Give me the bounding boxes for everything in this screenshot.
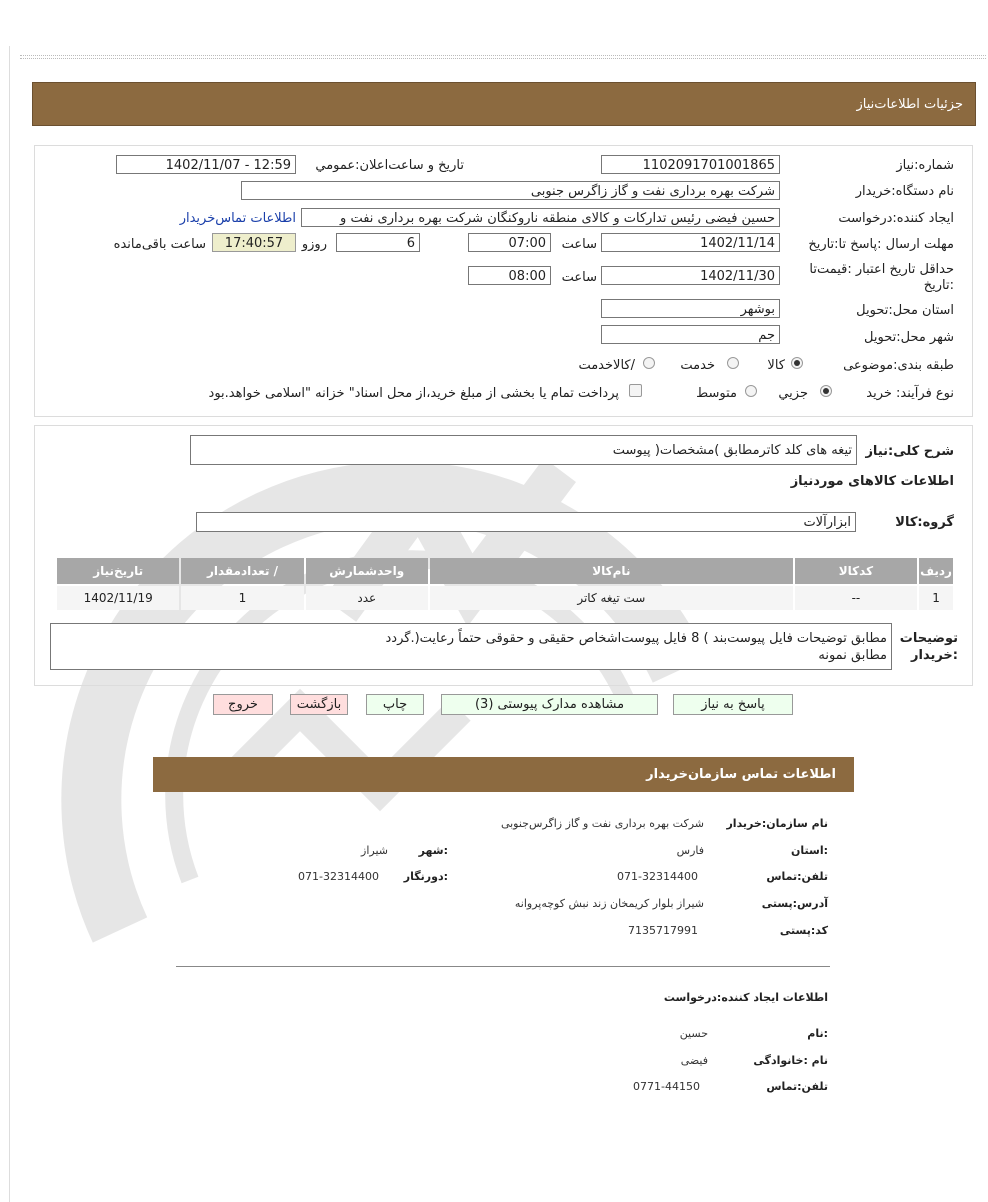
- buyer-notes-line-1: مطابق توضیحات فایل پیوست‌بند ) 8 فایل پیوست‌اشخاص حقیقی و حقوقی حتماً رعایت(.گردد: [385, 631, 887, 646]
- col-code: کدکالا: [795, 558, 917, 584]
- contact-phone-label: تلفن:تماس: [766, 870, 828, 883]
- summary-field: تیغه های کلد کاترمطابق )مشخصات( پیوست: [190, 435, 857, 465]
- category-label: طبقه بندی:موضوعی: [843, 358, 954, 373]
- category-option-goods: کالا: [767, 358, 785, 373]
- contact-city-label: :شهر: [418, 844, 448, 857]
- contact-divider: [176, 966, 830, 967]
- days-field: 6: [336, 233, 420, 252]
- contact-fax-label: :دورنگار: [403, 870, 448, 883]
- header-title: جزئیات اطلاعات‌نیاز: [856, 97, 963, 112]
- cell-code: --: [795, 586, 917, 610]
- validity-hour-label: ساعت: [561, 270, 597, 285]
- cell-date: 1402/11/19: [57, 586, 179, 610]
- buyer-notes-label: توضیحات: [899, 631, 958, 646]
- creator-info-title: اطلاعات ایجاد کننده:درخواست: [663, 991, 828, 1004]
- treasury-payment-note: پرداخت تمام یا بخشی از مبلغ خرید،از محل اسناد" خزانه "اسلامی خواهد.بود: [208, 386, 619, 401]
- contact-postal-value: 7135717991: [628, 924, 698, 937]
- min-validity-label: حداقل تاریخ اعتبار :قیمت‌تا: [809, 262, 954, 277]
- process-label: نوع فرآیند: خرید: [866, 386, 954, 401]
- reply-button[interactable]: پاسخ به نیاز: [673, 694, 793, 715]
- group-field: ابزارآلات: [196, 512, 856, 532]
- col-name: نام‌کالا: [430, 558, 793, 584]
- creator-family-value: فیضی: [680, 1054, 708, 1067]
- contact-fax-value: 071-32314400: [298, 870, 379, 883]
- summary-label: شرح کلی:نیاز: [865, 444, 954, 459]
- process-radio-small[interactable]: [820, 385, 832, 397]
- treasury-payment-checkbox[interactable]: [629, 384, 642, 397]
- process-option-medium: متوسط: [696, 386, 737, 401]
- col-unit: واحدشمارش: [306, 558, 428, 584]
- creator-label: ایجاد کننده:درخواست: [838, 211, 954, 226]
- cell-unit: عدد: [306, 586, 428, 610]
- send-date-field: 1402/11/14: [601, 233, 780, 252]
- days-label: روزو: [301, 237, 327, 252]
- creator-phone-label: تلفن:تماس: [766, 1080, 828, 1093]
- print-button[interactable]: چاپ: [366, 694, 424, 715]
- process-option-small: جزیي: [778, 386, 808, 401]
- contact-phone-value: 071-32314400: [617, 870, 698, 883]
- category-radio-goods-service[interactable]: [643, 357, 655, 369]
- buyer-notes-field: [50, 623, 892, 670]
- announce-label: تاریخ و ساعت‌اعلان:عمومي: [315, 158, 464, 173]
- category-option-service: خدمت: [680, 358, 715, 373]
- col-row: ردیف: [919, 558, 953, 584]
- back-button[interactable]: بازگشت: [290, 694, 348, 715]
- process-radio-medium[interactable]: [745, 385, 757, 397]
- group-label: گروه:کالا: [895, 515, 954, 530]
- buyer-org-label: نام دستگاه:خریدار: [855, 184, 954, 199]
- buyer-org-field: شرکت بهره برداری نفت و گاز زاگرس جنوبی: [241, 181, 780, 200]
- goods-table: [55, 556, 955, 612]
- buyer-contact-title: اطلاعات تماس سازمان‌خریدار: [646, 767, 836, 782]
- province-field: بوشهر: [601, 299, 780, 318]
- category-option-goods-service: /کالاخدمت: [578, 358, 635, 373]
- cell-row: 1: [919, 586, 953, 610]
- send-time-field: 07:00: [468, 233, 551, 252]
- buyer-notes-label-2: :خریدار: [911, 648, 958, 663]
- creator-name-label: :نام: [807, 1027, 828, 1040]
- need-number-field: 1102091701001865: [601, 155, 780, 174]
- goods-table-header: [57, 558, 953, 584]
- org-label: نام سازمان:خریدار: [726, 817, 828, 830]
- city-label: شهر محل:تحویل: [864, 330, 954, 345]
- category-radio-goods[interactable]: [791, 357, 803, 369]
- exit-button[interactable]: خروج: [213, 694, 273, 715]
- category-radio-service[interactable]: [727, 357, 739, 369]
- remaining-label: ساعت باقی‌مانده: [113, 237, 206, 252]
- goods-title: اطلاعات کالاهای موردنیاز: [790, 474, 954, 489]
- buyer-contact-header: [153, 757, 854, 792]
- creator-family-label: نام :خانوادگی: [753, 1054, 828, 1067]
- contact-province-value: فارس: [676, 844, 704, 857]
- announce-field: 1402/11/07 - 12:59: [116, 155, 296, 174]
- send-deadline-label: مهلت ارسال :پاسخ تا:تاریخ: [808, 237, 954, 252]
- cell-qty: 1: [181, 586, 303, 610]
- contact-postal-label: کد:پستی: [779, 924, 828, 937]
- creator-phone-value: 0771-44150: [633, 1080, 700, 1093]
- cell-name: ست تیغه کاتر: [430, 586, 793, 610]
- contact-address-label: آدرس:پستی: [761, 897, 828, 910]
- col-qty: / تعدادمقدار: [181, 558, 303, 584]
- view-documents-button[interactable]: مشاهده مدارک پیوستی (3): [441, 694, 658, 715]
- send-hour-label: ساعت: [561, 237, 597, 252]
- org-value: شرکت بهره برداری نفت و گاز زاگرس‌جنوبی: [500, 817, 704, 830]
- validity-date-field: 1402/11/30: [601, 266, 780, 285]
- city-field: جم: [601, 325, 780, 344]
- top-divider: [20, 55, 986, 59]
- buyer-contact-link[interactable]: اطلاعات تماس‌خریدار: [179, 211, 296, 226]
- buyer-notes-line-2: مطابق نمونه: [818, 648, 887, 663]
- countdown-timer: 17:40:57: [212, 233, 296, 252]
- contact-province-label: :استان: [791, 844, 828, 857]
- contact-city-value: شیراز: [361, 844, 388, 857]
- details-header: [32, 82, 976, 126]
- contact-address-value: شیراز بلوار کریمخان زند نبش کوچه‌پروانه: [514, 897, 704, 910]
- page-left-border: [9, 46, 10, 1202]
- creator-name-value: حسین: [679, 1027, 708, 1040]
- creator-field: حسین فیضی رئیس تدارکات و کالای منطقه ناروکنگان شرکت بهره برداری نفت و: [301, 208, 780, 227]
- validity-time-field: 08:00: [468, 266, 551, 285]
- min-validity-label-2: :تاریخ: [923, 278, 954, 293]
- table-row: [57, 586, 953, 610]
- need-number-label: شماره:نیاز: [896, 158, 954, 173]
- col-date: تاریخ‌نیاز: [57, 558, 179, 584]
- province-label: استان محل:تحویل: [856, 303, 954, 318]
